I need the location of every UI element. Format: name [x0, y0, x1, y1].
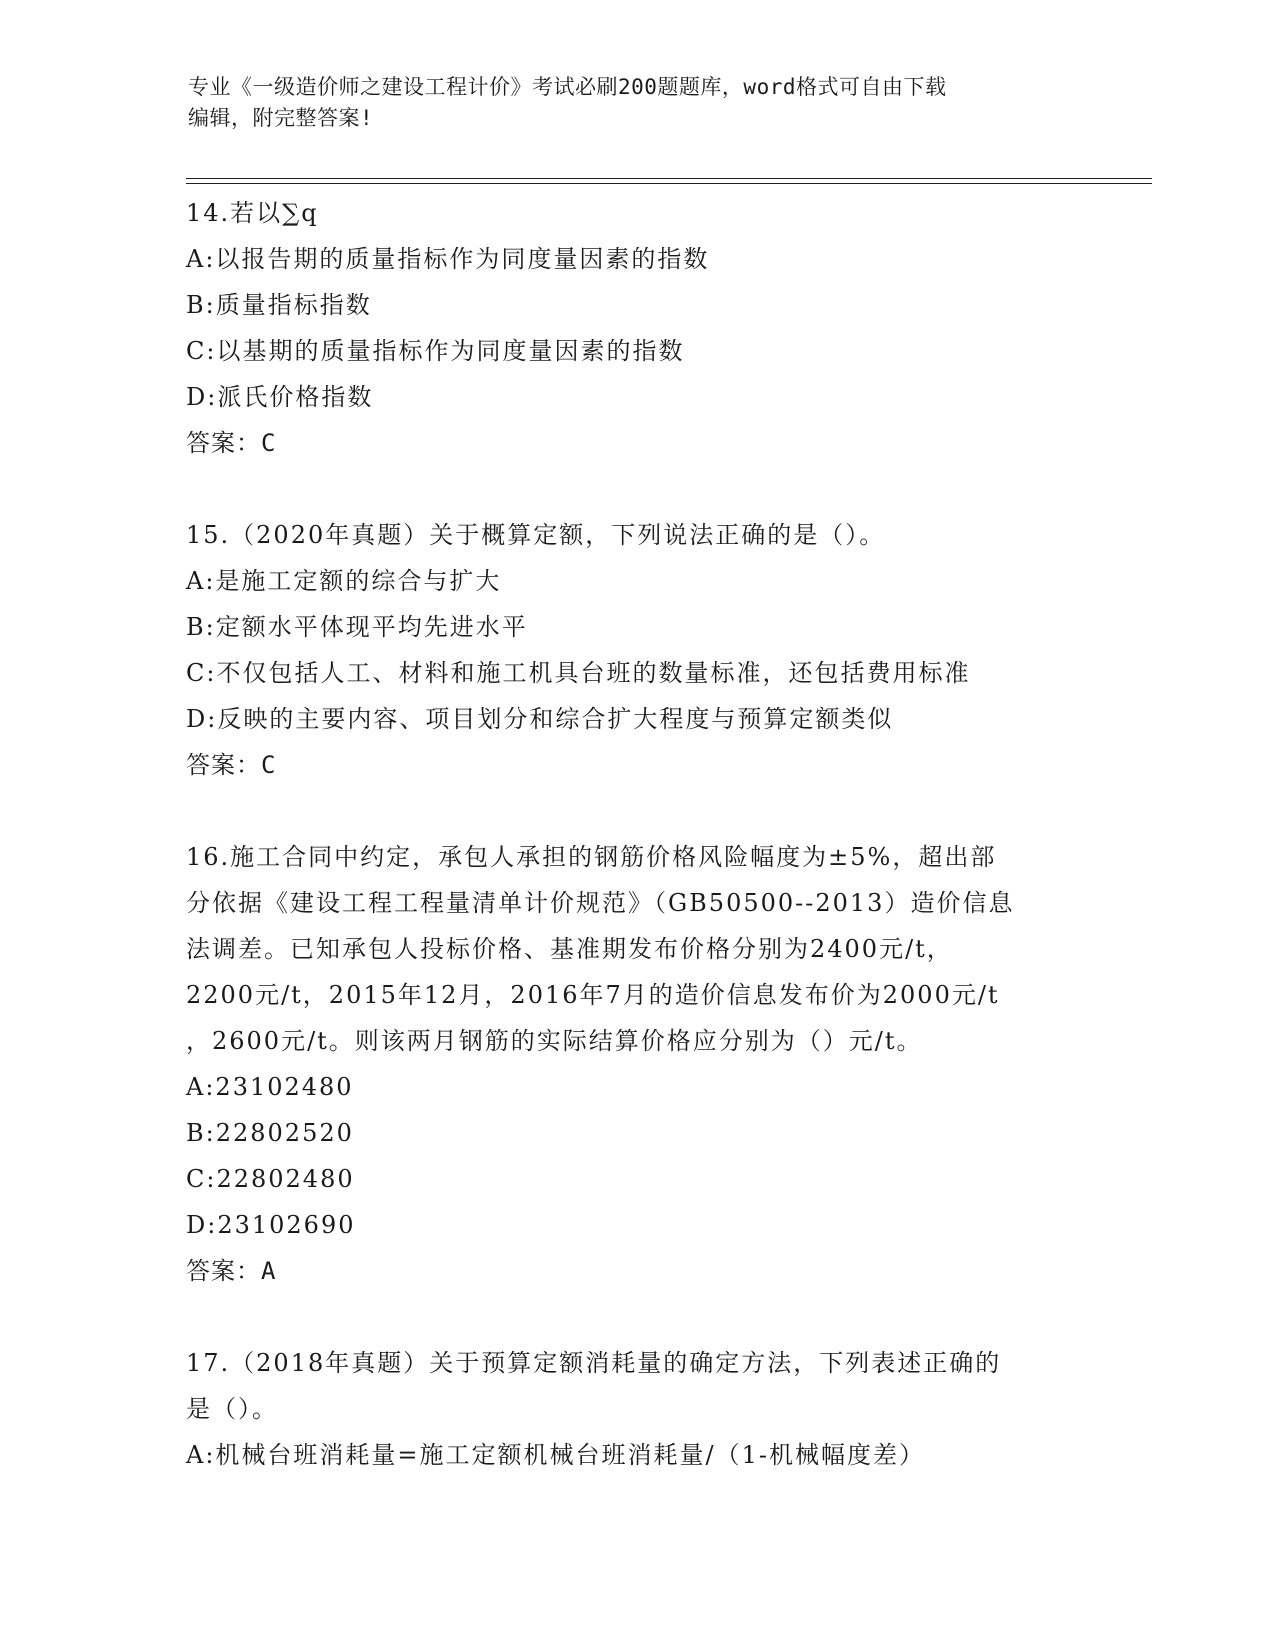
- header-rule-top: [186, 178, 1152, 179]
- option-d: D:23102690: [186, 1211, 356, 1239]
- option-c: C:22802480: [186, 1165, 355, 1193]
- answer: 答案：A: [186, 1257, 277, 1285]
- header-line-2: 编辑，附完整答案!: [188, 106, 374, 130]
- header-line-1: 专业《一级造价师之建设工程计价》考试必刷200题题库，word格式可自由下载: [188, 75, 947, 99]
- question-stem-line: 是（）。: [186, 1395, 278, 1423]
- question-stem-line: ，2600元/t。则该两月钢筋的实际结算价格应分别为（）元/t。: [186, 1027, 923, 1055]
- option-b: B:22802520: [186, 1119, 354, 1147]
- question-15: [186, 512, 1086, 788]
- option-a: A:机械台班消耗量=施工定额机械台班消耗量/（1-机械幅度差）: [186, 1441, 925, 1469]
- question-list: [186, 190, 1086, 1478]
- option-a: A:23102480: [186, 1073, 354, 1101]
- question-stem-line: 17.（2018年真题）关于预算定额消耗量的确定方法，下列表述正确的: [186, 1349, 1002, 1377]
- header-note: [188, 72, 1088, 134]
- spacer: [186, 466, 1086, 512]
- option-d: D:反映的主要内容、项目划分和综合扩大程度与预算定额类似: [186, 705, 894, 733]
- option-a: A:是施工定额的综合与扩大: [186, 567, 502, 595]
- question-16: [186, 834, 1086, 1294]
- question-14: [186, 190, 1086, 466]
- header-rule-bottom: [186, 183, 1152, 184]
- option-c: C:不仅包括人工、材料和施工机具台班的数量标准，还包括费用标准: [186, 659, 971, 687]
- option-c: C:以基期的质量指标作为同度量因素的指数: [186, 337, 685, 365]
- answer: 答案：C: [186, 429, 277, 457]
- question-stem-line: 2200元/t，2015年12月，2016年7月的造价信息发布价为2000元/t: [186, 981, 1000, 1009]
- option-d: D:派氏价格指数: [186, 383, 374, 411]
- spacer: [186, 1294, 1086, 1340]
- question-stem-line: 16.施工合同中约定，承包人承担的钢筋价格风险幅度为±5%，超出部: [186, 843, 997, 871]
- spacer: [186, 788, 1086, 834]
- option-b: B:定额水平体现平均先进水平: [186, 613, 528, 641]
- question-stem-line: 法调差。已知承包人投标价格、基准期发布价格分别为2400元/t，: [186, 935, 953, 963]
- question-17: [186, 1340, 1086, 1478]
- option-a: A:以报告期的质量指标作为同度量因素的指数: [186, 245, 710, 273]
- answer: 答案：C: [186, 751, 277, 779]
- question-stem: 14.若以∑q: [186, 199, 319, 227]
- question-stem: 15.（2020年真题）关于概算定额，下列说法正确的是（）。: [186, 521, 886, 549]
- question-stem-line: 分依据《建设工程工程量清单计价规范》（GB50500--2013）造价信息: [186, 889, 1015, 917]
- option-b: B:质量指标指数: [186, 291, 372, 319]
